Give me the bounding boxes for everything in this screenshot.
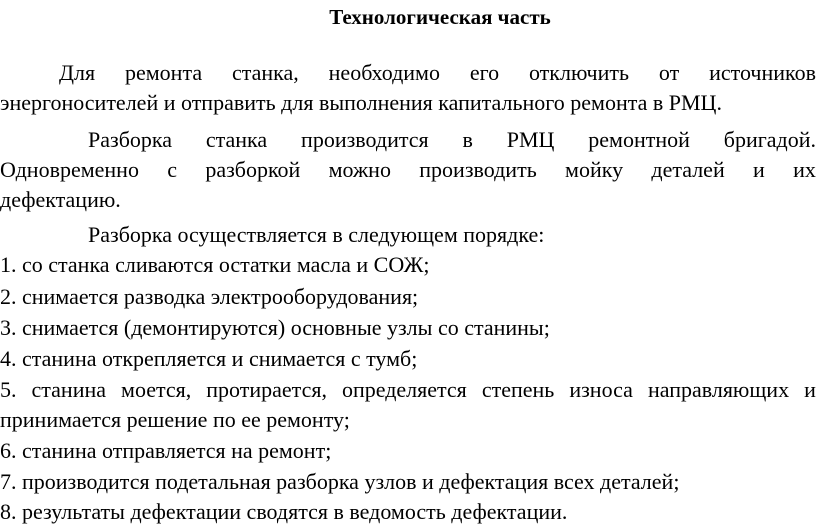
word: протирается, [206,377,327,402]
word: станка, [231,60,299,85]
word: направляющих [647,377,790,402]
word: РМЦ [506,127,555,152]
paragraph2-line1 [0,125,816,155]
word: износа [569,377,633,402]
word: с [167,157,178,182]
word: станина [31,377,107,402]
word: деталей [651,157,725,182]
word: необходимо [328,60,440,85]
step-4: 4. станина открепляется и снимается с тумб; [0,346,418,371]
paragraph2-line2 [0,155,816,185]
word: отключить [528,60,630,85]
step-1: 1. со станка сливаются остатки масла и СОЖ; [0,252,430,277]
page-title: Технологическая часть [329,5,551,29]
word: Разборка [88,127,173,152]
word: степень [481,377,555,402]
word: ремонта [124,60,203,85]
word: мойку [565,157,624,182]
word: моется, [121,377,192,402]
step-2: 2. снимается разводка электрооборудования; [0,284,419,309]
step-7: 7. производится подетальная разборка узлов и дефектация всех деталей; [0,469,680,494]
word: в [462,127,473,152]
step-5-line2: принимается решение по ее ремонту; [0,407,350,432]
step-5-line1 [0,375,816,405]
paragraph1-line2: энергоносителей и отправить для выполнения капитального ремонта в РМЦ. [0,90,722,115]
word: производить [419,157,537,182]
word: от [658,60,680,85]
procedure-intro: Разборка осуществляется в следующем порядке: [88,222,545,247]
word: его [469,60,500,85]
word: можно [328,157,391,182]
word: разборкой [205,157,301,182]
step-3: 3. снимается (демонтируются) основные узлы со станины; [0,315,550,340]
word: определяется [341,377,467,402]
word: 5. [0,377,17,402]
word: и [753,157,765,182]
word: бригадой. [723,127,816,152]
word: станка [205,127,268,152]
word: и [804,377,816,402]
paragraph1-line1 [0,58,816,88]
word: ремонтной [588,127,690,152]
word: Одновременно [0,157,139,182]
step-6: 6. станина отправляется на ремонт; [0,438,332,463]
paragraph2-line3: дефектацию. [0,187,121,212]
word: Для [59,60,96,85]
word: их [793,157,816,182]
word: источников [709,60,816,85]
word: производится [301,127,429,152]
step-8: 8. результаты дефектации сводятся в ведомость дефектации. [0,499,568,524]
